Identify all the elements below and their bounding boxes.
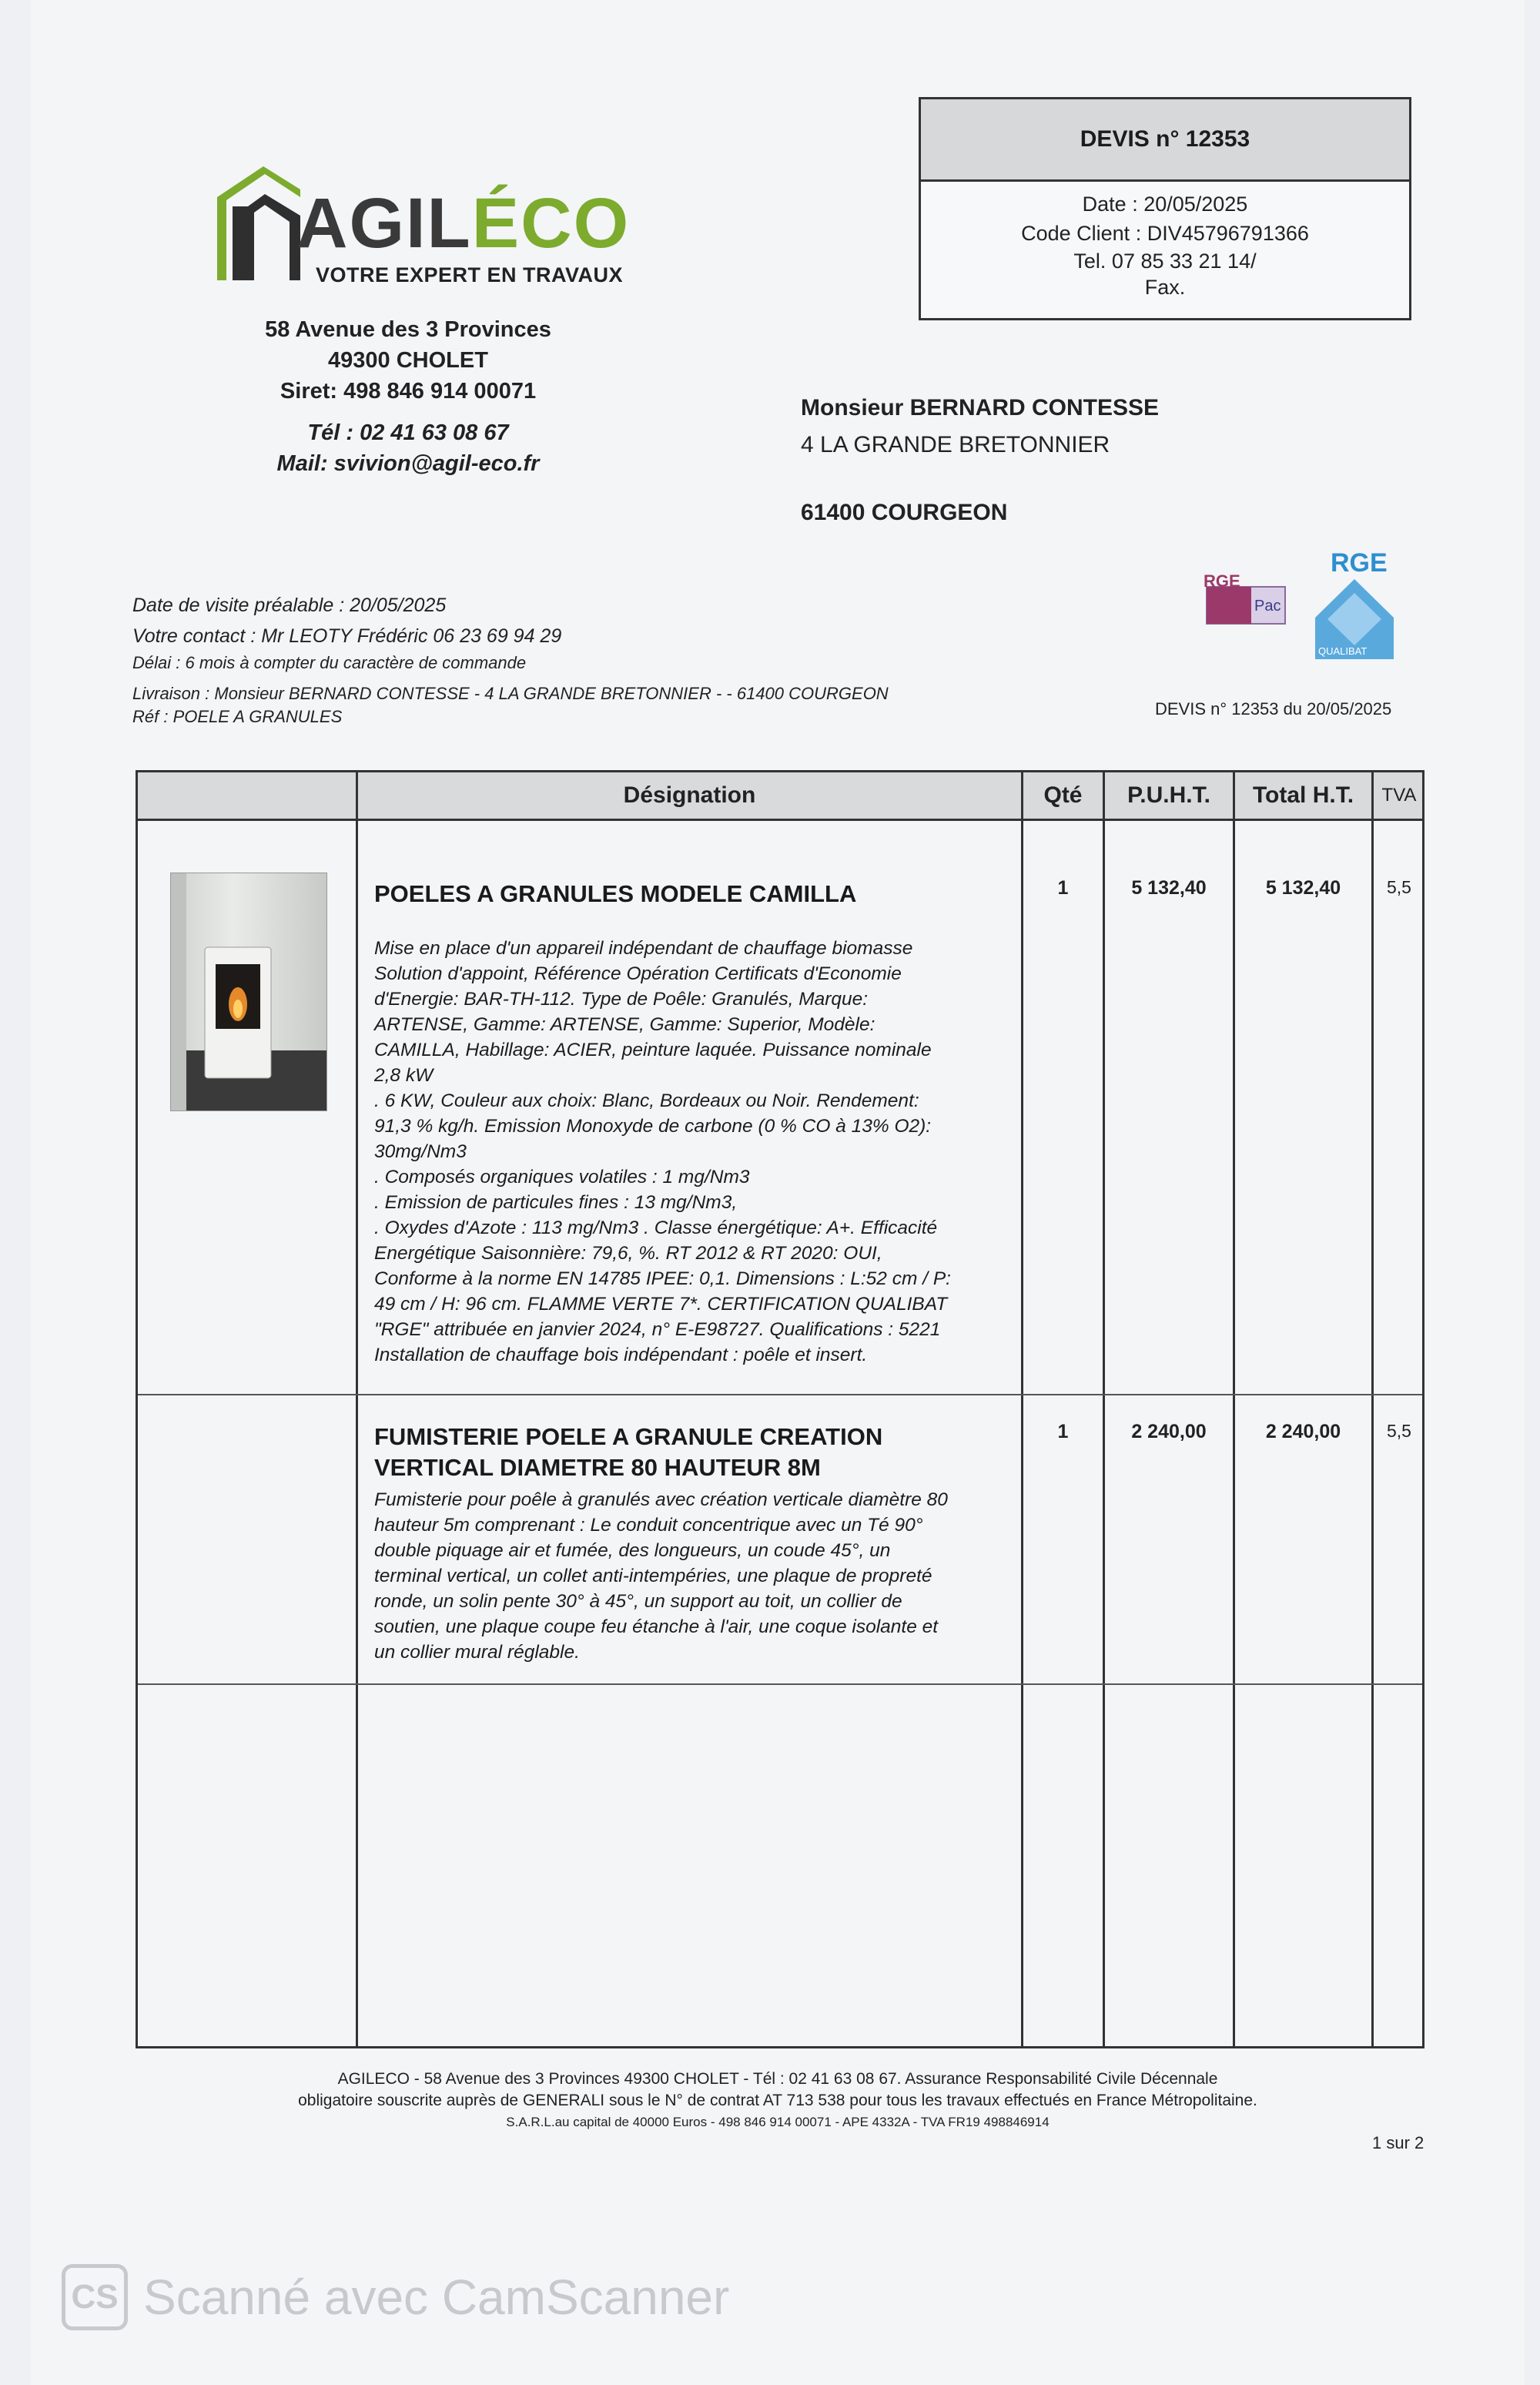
client-phone: Tel. 07 85 33 21 14/ [1073,250,1257,273]
item-1-vat: 5,5 [1387,877,1411,897]
footer-line-3: S.A.R.L.au capital de 40000 Euros - 498 846 914 00071 - APE 4332A - TVA FR19 498846914 [506,2115,1050,2129]
header-qty: Qté [1043,782,1083,808]
client-name: Monsieur BERNARD CONTESSE [801,395,1160,420]
item-1-qty: 1 [1057,877,1069,899]
client-fax: Fax. [1144,276,1186,299]
company-phone: Tél : 02 41 63 08 67 [307,420,509,445]
company-email: Mail: svivion@agil-eco.fr [276,451,540,476]
item-2-title: FUMISTERIE POELE A GRANULE CREATION VERTICAL DIAMETRE 80 HAUTEUR 8M [374,1423,883,1481]
client-city: 61400 COURGEON [801,500,1008,525]
page-footer [231,2068,1324,2133]
footer-line-1: AGILECO - 58 Avenue des 3 Provinces 49300 CHOLET - Tél : 02 41 63 08 67. Assurance Responsabilité Civile Décennale [337,2070,1218,2088]
devis-info-box [919,97,1411,320]
company-siret: Siret: 498 846 914 00071 [280,379,537,404]
item-1-description: Mise en place d'un appareil indépendant de chauffage biomasse Solution d'appoint, Référence Opération Certificats d'Economie d'Energie: BAR-TH-112. Type de Poêle: Granulés, Marque: ARTENSE, Gamme: ARTENSE, Gamme: Superior, Modèle: CAMILLA, Habillage: ACIER, peinture laquée. Puissance nominale 2,8 kW . 6 KW, Couleur aux choix: Blanc, Bordeaux ou Noir. Rendement: 91,3 % kg/h. Emission Monoxyde de carbone (0 % CO à 13% O2): 30mg/Nm3 . Composés organiques volatiles : 1 mg/Nm3 . Emission de particules fines : 13 mg/Nm3, . Oxydes d'Azote : 113 mg/Nm3 . Classe énergétique: A+. Efficacité Energétique Saisonnière: 79,6, %. RT 2012 & RT 2020: OUI, Conforme à la norme EN 14785 IPEE: 0,1. Dimensions : L:52 cm / P: 49 cm / H: 96 cm. FLAMME VERTE 7*. CERTIFICATION QUALIBAT "RGE" attribuée en janvier 2024, n° E-E98727. Qualifications : 5221 Installation de chauffage bois indépendant : poêle et insert. [374,938,951,1365]
company-city: 49300 CHOLET [328,348,488,373]
item-1-unit-price: 5 132,40 [1131,877,1207,899]
visit-date: Date de visite préalable : 20/05/2025 [132,595,447,616]
delivery-delay: Délai : 6 mois à compter du caractère de commande [132,653,527,672]
item-2-qty: 1 [1057,1421,1069,1442]
badge1-sub: Pac [1254,598,1281,615]
watermark-text: Scanné avec CamScanner [143,2269,730,2325]
company-street: 58 Avenue des 3 Provinces [265,317,551,342]
client-street: 4 LA GRANDE BRETONNIER [801,432,1110,457]
footer-line-2: obligatoire souscrite auprès de GENERALI sous le N° de contrat AT 713 538 pour tous les travaux effectués en France Métropolitaine. [298,2092,1257,2109]
devis-number: DEVIS n° 12353 [921,99,1409,182]
agileco-logo-icon [209,166,300,280]
camscanner-watermark [62,2264,729,2330]
badge1-label: RGE [1204,571,1240,591]
logo-tagline: VOTRE EXPERT EN TRAVAUX [316,263,624,286]
item-2-vat: 5,5 [1387,1421,1411,1441]
rge-qualibat-badge-icon [1312,548,1397,661]
camscanner-icon: CS [62,2264,128,2330]
item-2-unit-price: 2 240,00 [1131,1421,1207,1442]
reference: Réf : POELE A GRANULES [132,707,343,726]
company-address [231,314,585,479]
product-photo [170,873,327,1111]
header-vat: TVA [1381,785,1417,806]
contact-info: Votre contact : Mr LEOTY Frédéric 06 23 69 94 29 [132,625,562,647]
client-address [801,390,1159,531]
client-code: Code Client : DIV45796791366 [1021,222,1309,245]
header-designation: Désignation [623,782,756,808]
item-2-description: Fumisterie pour poêle à granulés avec création verticale diamètre 80 hauteur 5m comprenant : Le conduit concentrique avec un Té 90° double piquage air et fumée, des longueurs, un coude 45°, un terminal vertical, un collet anti-intempéries, une plaque de propreté ronde, un solin pente 30° à 45°, un support au toit, un collier de soutien, une plaque coupe feu étanche à l'air, une coque isolante et un collier mural réglable. [374,1489,948,1663]
items-table [136,770,1424,2048]
devis-reference-line: DEVIS n° 12353 du 20/05/2025 [1155,699,1392,719]
item-1-title: POELES A GRANULES MODELE CAMILLA [374,880,857,907]
rge-pac-badge-icon [1204,571,1288,627]
delivery-address: Livraison : Monsieur BERNARD CONTESSE - 4 LA GRANDE BRETONNIER - - 61400 COURGEON [132,684,889,703]
badge2-sub: QUALIBAT [1318,645,1368,657]
item-2-total: 2 240,00 [1265,1421,1341,1442]
header-total: Total H.T. [1252,782,1354,808]
item-1-total: 5 132,40 [1265,877,1341,899]
badge2-label: RGE [1331,548,1388,578]
page-number: 1 sur 2 [1372,2133,1424,2152]
visit-info [132,590,889,729]
header-unit-price: P.U.H.T. [1127,782,1210,808]
devis-date: Date : 20/05/2025 [1082,193,1248,216]
agileco-logo: AGILÉCO [296,184,631,263]
